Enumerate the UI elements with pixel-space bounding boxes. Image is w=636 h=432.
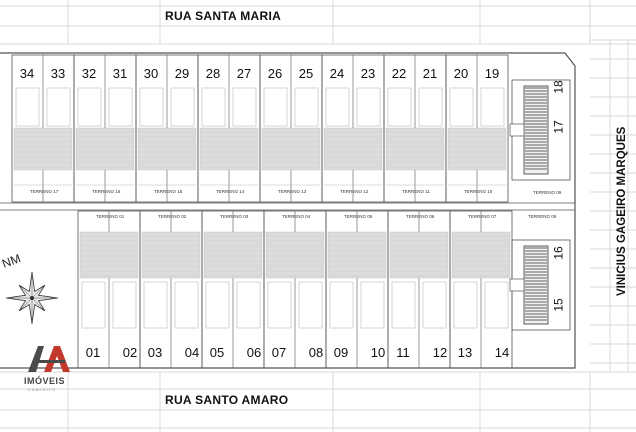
- lot-number-05: 05: [209, 345, 225, 360]
- side-terreno-09: TERRENO 09: [533, 190, 562, 195]
- terreno-label: TERRENO 12: [340, 189, 369, 194]
- lot-number-09: 09: [333, 345, 349, 360]
- terreno-label: TERRENO 01: [96, 214, 125, 219]
- lot-number-01: 01: [85, 345, 101, 360]
- lot-number-24: 24: [329, 66, 345, 81]
- lot-number-25: 25: [298, 66, 314, 81]
- terreno-label: TERRENO 02: [158, 214, 187, 219]
- lot-number-20: 20: [453, 66, 469, 81]
- side-lot-18: 18: [551, 80, 566, 94]
- terreno-label: TERRENO 06: [406, 214, 435, 219]
- lot-number-32: 32: [81, 66, 97, 81]
- lot-number-06: 06: [246, 345, 262, 360]
- lot-number-34: 34: [19, 66, 35, 81]
- street-top-label: RUA SANTA MARIA: [165, 9, 282, 23]
- lot-number-11: 11: [396, 345, 410, 360]
- lot-number-02: 02: [122, 345, 138, 360]
- lot-number-31: 31: [112, 66, 128, 81]
- lot-number-30: 30: [143, 66, 159, 81]
- lot-number-22: 22: [391, 66, 407, 81]
- terreno-label: TERRENO 17: [30, 189, 59, 194]
- lot-number-19: 19: [484, 66, 500, 81]
- lot-number-21: 21: [422, 66, 438, 81]
- lot-number-33: 33: [50, 66, 66, 81]
- lot-number-28: 28: [205, 66, 221, 81]
- lot-number-27: 27: [236, 66, 252, 81]
- imoveis-logo-icon: [28, 346, 70, 372]
- terreno-label: TERRENO 04: [282, 214, 311, 219]
- lot-number-04: 04: [184, 345, 200, 360]
- lot-number-07: 07: [271, 345, 287, 360]
- lot-number-12: 12: [432, 345, 448, 360]
- side-terreno-08: TERRENO 08: [528, 214, 557, 219]
- terreno-label: TERRENO 14: [216, 189, 245, 194]
- lot-number-08: 08: [308, 345, 324, 360]
- compass-rose-icon: [6, 272, 58, 324]
- terreno-label: TERRENO 11: [402, 189, 430, 194]
- terreno-label: TERRENO 05: [344, 214, 373, 219]
- side-garage-blocks: [510, 80, 570, 330]
- terreno-label: TERRENO 16: [92, 189, 121, 194]
- lot-number-26: 26: [267, 66, 283, 81]
- logo-sub: CONCEITO: [28, 388, 57, 392]
- logo-name: IMÓVEIS: [24, 376, 66, 386]
- lot-number-10: 10: [370, 345, 386, 360]
- terreno-label: TERRENO 15: [154, 189, 183, 194]
- property-outline: [0, 53, 575, 368]
- street-bottom-label: RUA SANTO AMARO: [165, 393, 289, 407]
- lot-number-14: 14: [494, 345, 510, 360]
- compass-label: NM: [0, 251, 23, 271]
- lot-number-29: 29: [174, 66, 190, 81]
- terreno-label: TERRENO 07: [468, 214, 497, 219]
- lot-number-13: 13: [457, 345, 473, 360]
- terreno-label: TERRENO 03: [220, 214, 249, 219]
- lot-number-23: 23: [360, 66, 376, 81]
- terreno-label: TERRENO 10: [464, 189, 493, 194]
- side-lot-15: 15: [551, 298, 566, 312]
- side-lot-16: 16: [551, 246, 566, 260]
- street-right-label: VINICIUS GAGEIRO MARQUES: [616, 126, 628, 296]
- terreno-label: TERRENO 13: [278, 189, 307, 194]
- lot-number-03: 03: [147, 345, 163, 360]
- side-lot-17: 17: [551, 120, 566, 134]
